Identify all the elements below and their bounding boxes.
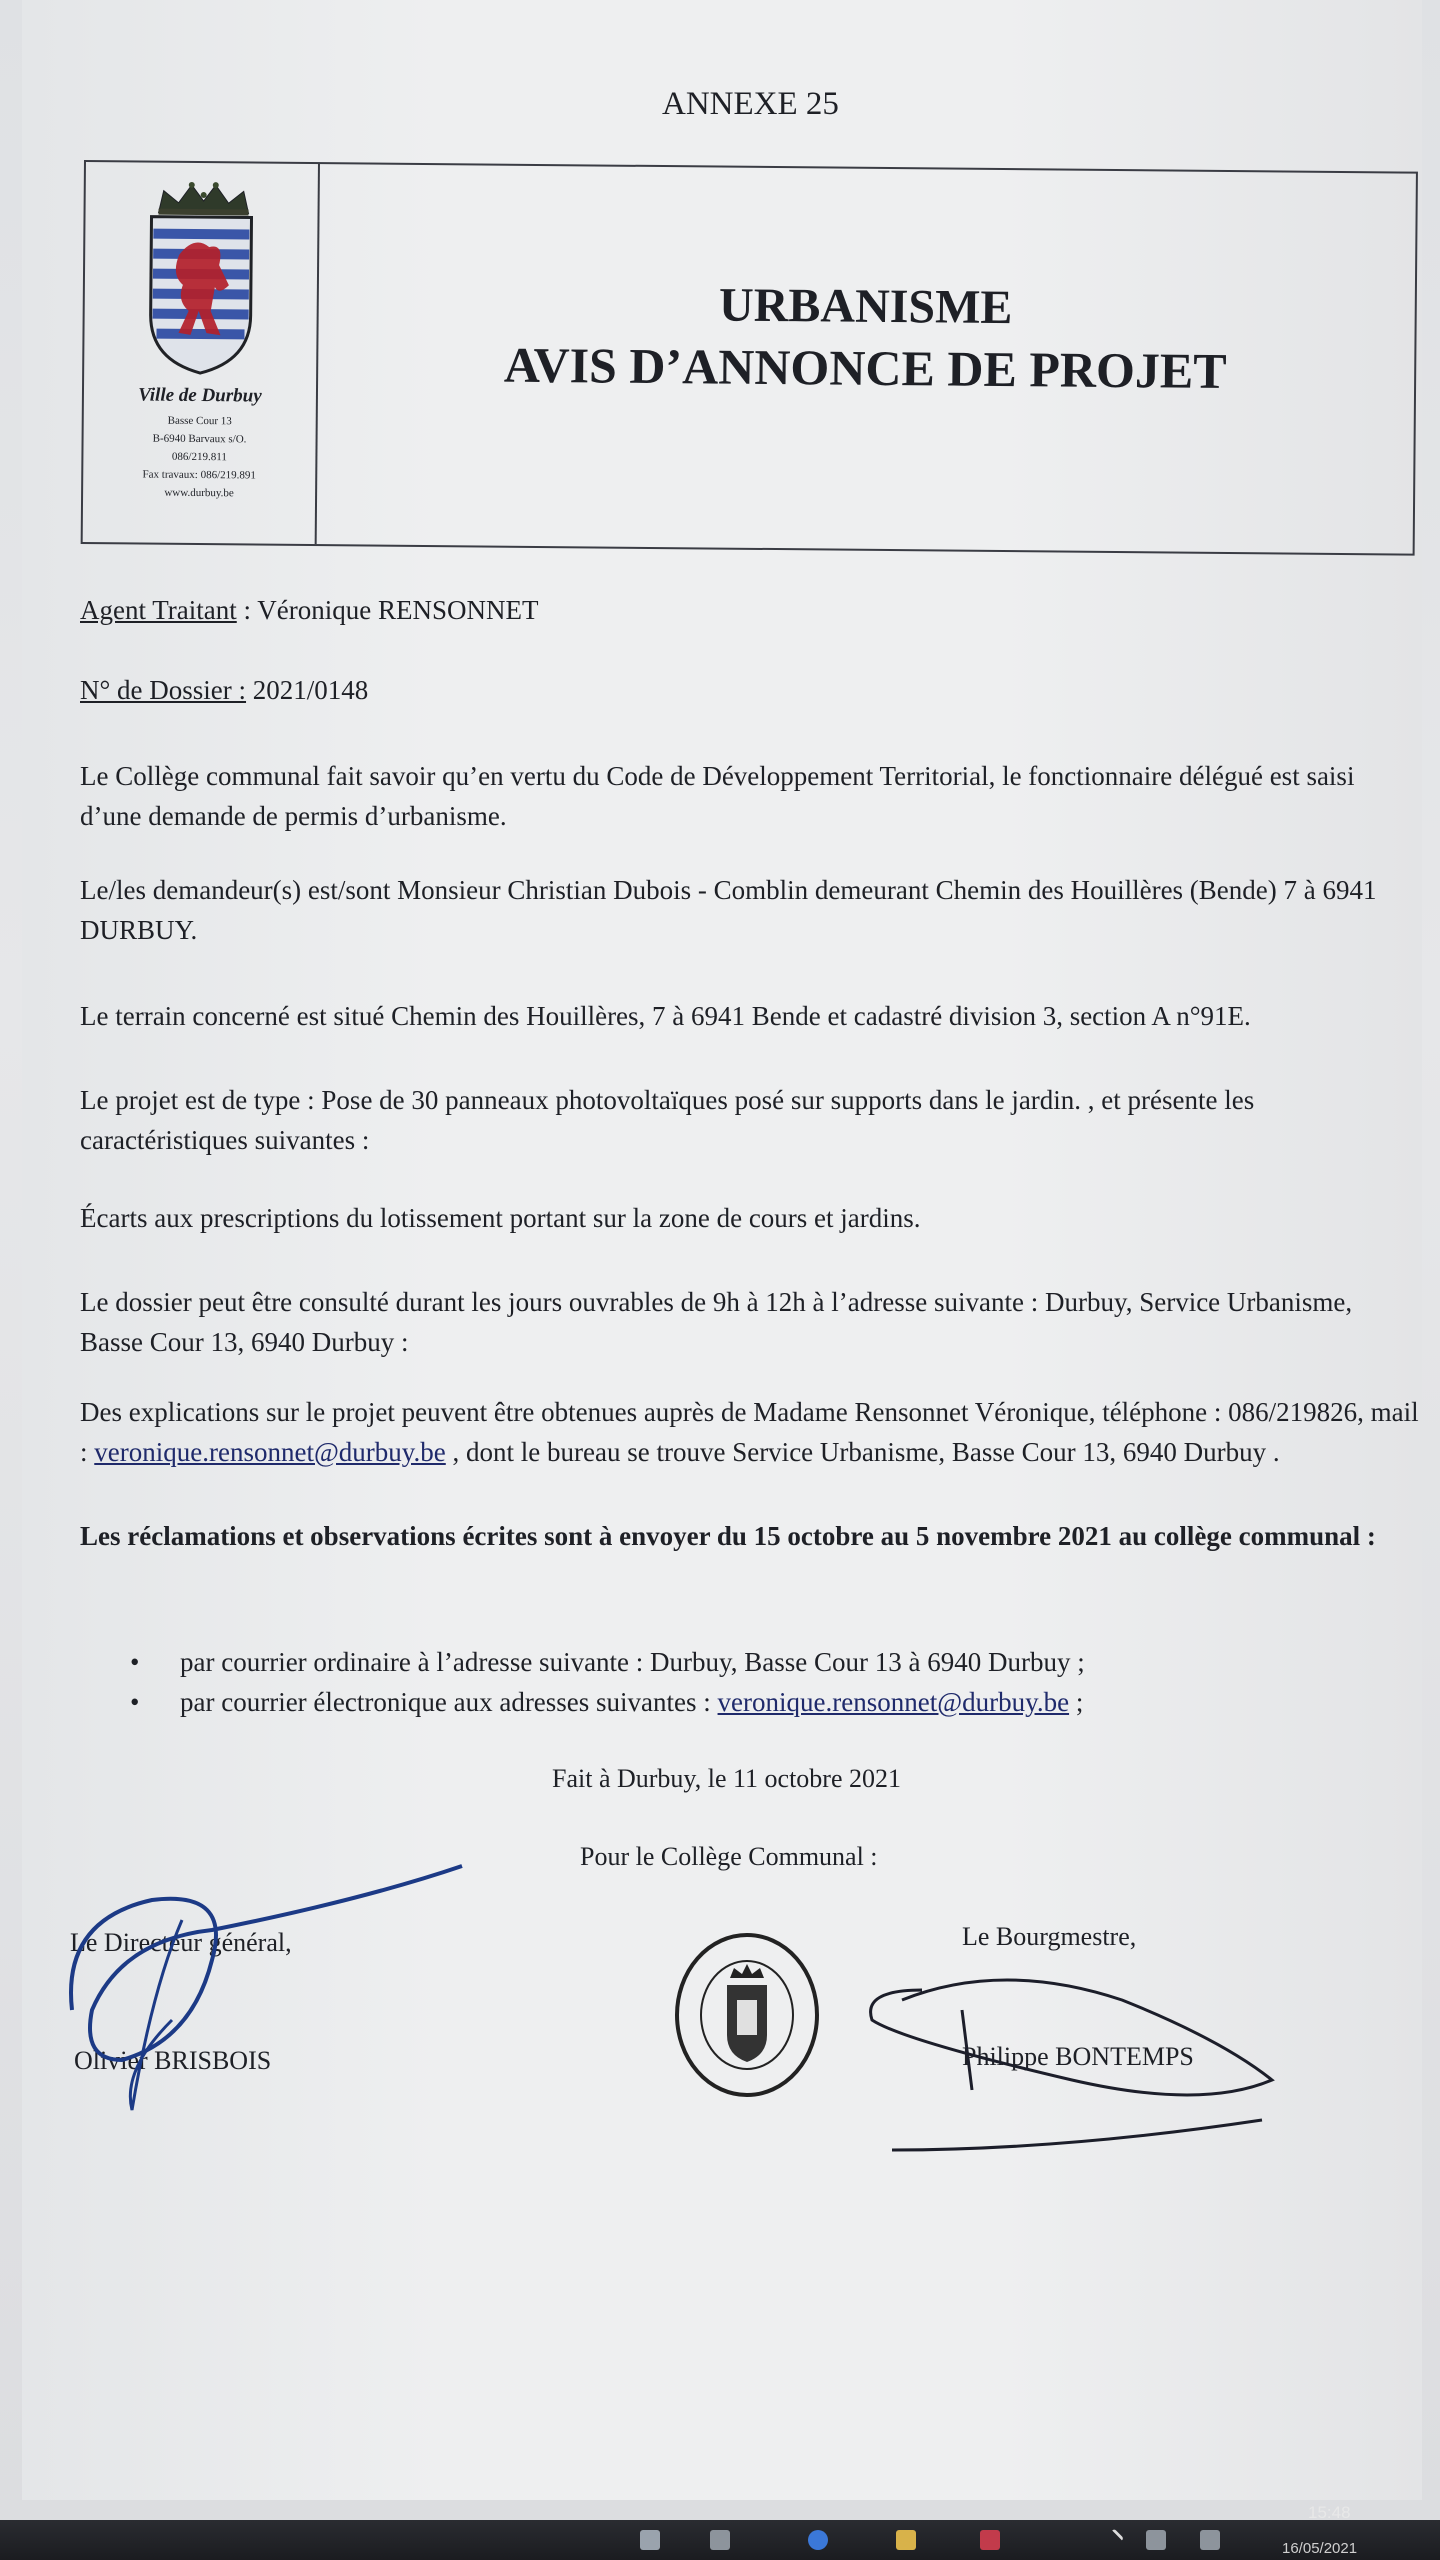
agent-line	[80, 590, 1420, 630]
municipal-logo-cell	[83, 162, 320, 544]
browser-icon[interactable]	[808, 2530, 828, 2550]
photoshop-icon[interactable]	[980, 2530, 1000, 2550]
agent-separator: :	[236, 595, 258, 625]
municipal-seal-icon	[672, 1930, 822, 2100]
clock-date[interactable]: 16/05/2021	[1282, 2540, 1358, 2557]
done-at-line: Fait à Durbuy, le 11 octobre 2021	[552, 1764, 901, 1793]
address-line: Basse Cour 13	[167, 414, 232, 428]
document-title-line1: URBANISME	[718, 278, 1013, 335]
website-line: www.durbuy.be	[164, 486, 234, 500]
paragraph-reclamations: Les réclamations et observations écrites sont à envoyer du 15 octobre au 5 novembre 2021 au collège communal :	[80, 1521, 1376, 1551]
document-title-line2: AVIS D’ANNONCE DE PROJET	[503, 336, 1227, 399]
for-college-line: Pour le Collège Communal :	[580, 1842, 878, 1871]
phone-line: 086/219.811	[171, 450, 227, 464]
town-name: Ville de Durbuy	[138, 384, 262, 407]
dossier-line	[80, 670, 1420, 710]
fax-line: Fax travaux: 086/219.891	[142, 468, 256, 482]
annex-label: ANNEXE 25	[662, 86, 839, 122]
paragraph-contact	[80, 1392, 1420, 1472]
bullet-text: par courrier électronique aux adresses suivantes :	[180, 1687, 718, 1717]
paragraph-deviations: Écarts aux prescriptions du lotissement portant sur la zone de cours et jardins.	[80, 1203, 921, 1233]
list-item	[130, 1642, 1085, 1682]
crown-icon	[154, 181, 254, 218]
paragraph-consultation: Le dossier peut être consulté durant les jours ouvrables de 9h à 12h à l’adresse suivante : Durbuy, Service Urbanisme, Basse Cour 13, 6940 Durbuy :	[80, 1287, 1353, 1357]
mayor-signature-icon	[862, 1960, 1282, 2160]
dossier-label: N° de Dossier :	[80, 675, 247, 705]
agent-name: Véronique RENSONNET	[257, 595, 539, 625]
director-signature-icon	[62, 1860, 482, 2140]
mayor-name: Philippe BONTEMPS	[962, 2042, 1194, 2071]
taskbar	[0, 2520, 1440, 2560]
director-title: Le Directeur général,	[70, 1928, 292, 1957]
paragraph-intro: Le Collège communal fait savoir qu’en vertu du Code de Développement Territorial, le fonctionnaire délégué est saisi d’une demande de permis d’urbanisme.	[80, 761, 1355, 831]
list-item	[130, 1682, 1083, 1722]
paragraph-applicant: Le/les demandeur(s) est/sont Monsieur Christian Dubois - Comblin demeurant Chemin des Houillères (Bende) 7 à 6941 DURBUY.	[80, 875, 1377, 945]
file-explorer-icon[interactable]	[640, 2530, 660, 2550]
paragraph-location: Le terrain concerné est situé Chemin des Houillères, 7 à 6941 Bende et cadastré division 3, section A n°91E.	[80, 1001, 1251, 1031]
clock-time[interactable]: 15:48	[1308, 2503, 1351, 2522]
paragraph-project: Le projet est de type : Pose de 30 panneaux photovoltaïques posé sur supports dans le jardin. , et présente les caractéristiques suivantes :	[80, 1085, 1255, 1155]
bullet-email-link[interactable]: veronique.rensonnet@durbuy.be	[717, 1687, 1070, 1717]
contact-email-link[interactable]: veronique.rensonnet@durbuy.be	[94, 1437, 446, 1467]
director-name: Olivier BRISBOIS	[74, 2046, 272, 2075]
letterhead-box	[81, 160, 1418, 556]
agent-label: Agent Traitant	[80, 595, 237, 625]
network-icon[interactable]	[1146, 2530, 1166, 2550]
mayor-title: Le Bourgmestre,	[962, 1922, 1137, 1951]
task-view-icon[interactable]	[710, 2530, 730, 2550]
dossier-number: 2021/0148	[246, 675, 369, 705]
address-line: B-6940 Barvaux s/O.	[152, 432, 247, 446]
folder-icon[interactable]	[896, 2530, 916, 2550]
contact-office: , dont le bureau se trouve Service Urbanisme, Basse Cour 13, 6940 Durbuy .	[445, 1437, 1280, 1467]
bullet-tail: ;	[1069, 1687, 1084, 1717]
bullet-text: par courrier ordinaire à l’adresse suivante : Durbuy, Basse Cour 13 à 6940 Durbuy ;	[180, 1647, 1085, 1677]
document-page	[22, 0, 1422, 2500]
bullet-icon: •	[130, 1647, 140, 1677]
contact-text: Des explications sur le projet peuvent être obtenues auprès de Madame Rensonnet Véronique, téléphone : 086/219826, mail :	[80, 1397, 1419, 1467]
chevron-up-icon[interactable]	[1098, 2528, 1124, 2554]
coat-of-arms-icon	[148, 215, 253, 376]
bullet-icon: •	[130, 1687, 140, 1717]
volume-icon[interactable]	[1200, 2530, 1220, 2550]
